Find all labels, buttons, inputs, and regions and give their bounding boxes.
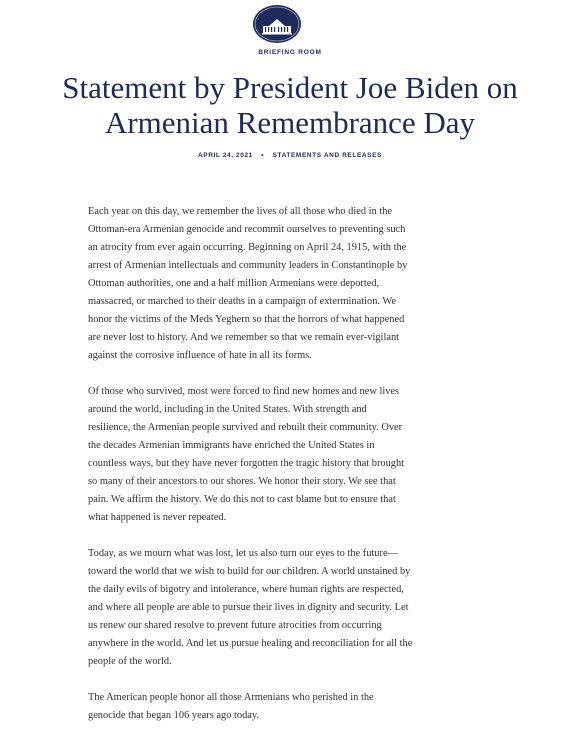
text-line: what happened is never repeated. xyxy=(88,512,227,523)
article-meta xyxy=(0,152,580,159)
paragraph xyxy=(88,203,498,365)
text-line: Ottoman-era Armenian genocide and recommit ourselves to preventing such xyxy=(88,224,406,235)
page-title xyxy=(30,70,550,140)
text-line: around the world, including in the United States. With strength and xyxy=(88,404,367,415)
text-line: an atrocity from ever again occurring. Beginning on April 24, 1915, with the xyxy=(88,242,407,253)
text-line: massacred, or marched to their deaths in a campaign of extermination. We xyxy=(88,296,396,307)
publish-date: APRIL 24, 2021 xyxy=(198,152,253,159)
text-line: honor the victims of the Meds Yeghern so that the horrors of what happened xyxy=(88,314,405,325)
paragraph xyxy=(88,689,498,725)
text-line: countless ways, but they have never forgotten the tragic history that brought xyxy=(88,458,405,469)
text-line: and where all people are able to pursue their lives in dignity and security. Let xyxy=(88,602,409,613)
text-line: the daily evils of bigotry and intolerance, where human rights are respected, xyxy=(88,584,404,595)
text-line: Of those who survived, most were forced to find new homes and new lives xyxy=(88,386,400,397)
text-line: us renew our shared resolve to prevent future atrocities from occurring xyxy=(88,620,382,631)
paragraph xyxy=(88,383,498,527)
section-label[interactable]: BRIEFING ROOM xyxy=(258,49,322,56)
text-line: against the corrosive influence of hate in all its forms. xyxy=(88,350,312,361)
text-line: Each year on this day, we remember the lives of all those who died in the xyxy=(88,206,393,217)
text-line: the decades Armenian immigrants have enriched the United States in xyxy=(88,440,375,451)
category-link[interactable]: STATEMENTS AND RELEASES xyxy=(272,152,382,159)
text-line: are never lost to history. And we remember so that we remain ever-vigilant xyxy=(88,332,400,343)
text-line: people of the world. xyxy=(88,656,172,667)
text-line: anywhere in the world. And let us pursue healing and reconciliation for all the xyxy=(88,638,413,649)
white-house-building-icon xyxy=(253,5,301,43)
paragraph xyxy=(88,545,498,671)
text-line: Today, as we mourn what was lost, let us also turn our eyes to the future— xyxy=(88,548,398,559)
white-house-seal-icon[interactable] xyxy=(253,5,301,43)
text-line: Ottoman authorities, one and a half million Armenians were deported, xyxy=(88,278,380,289)
title-line: Armenian Remembrance Day xyxy=(104,105,476,140)
text-line: The American people honor all those Armenians who perished in the xyxy=(88,692,374,703)
text-line: resilience, the Armenian people survived and rebuilt their community. Over xyxy=(88,422,403,433)
text-line: genocide that began 106 years ago today. xyxy=(88,710,259,721)
text-line: so many of their ancestors to our shores. We honor their story. We see that xyxy=(88,476,396,487)
article-body xyxy=(88,203,498,743)
text-line: pain. We affirm the history. We do this not to cast blame but to ensure that xyxy=(88,494,396,505)
meta-separator: • xyxy=(261,152,265,159)
text-line: arrest of Armenian intellectuals and community leaders in Constantinople by xyxy=(88,260,408,271)
title-line: Statement by President Joe Biden on xyxy=(62,70,518,105)
text-line: toward the world that we wish to build for our children. A world unstained by xyxy=(88,566,411,577)
